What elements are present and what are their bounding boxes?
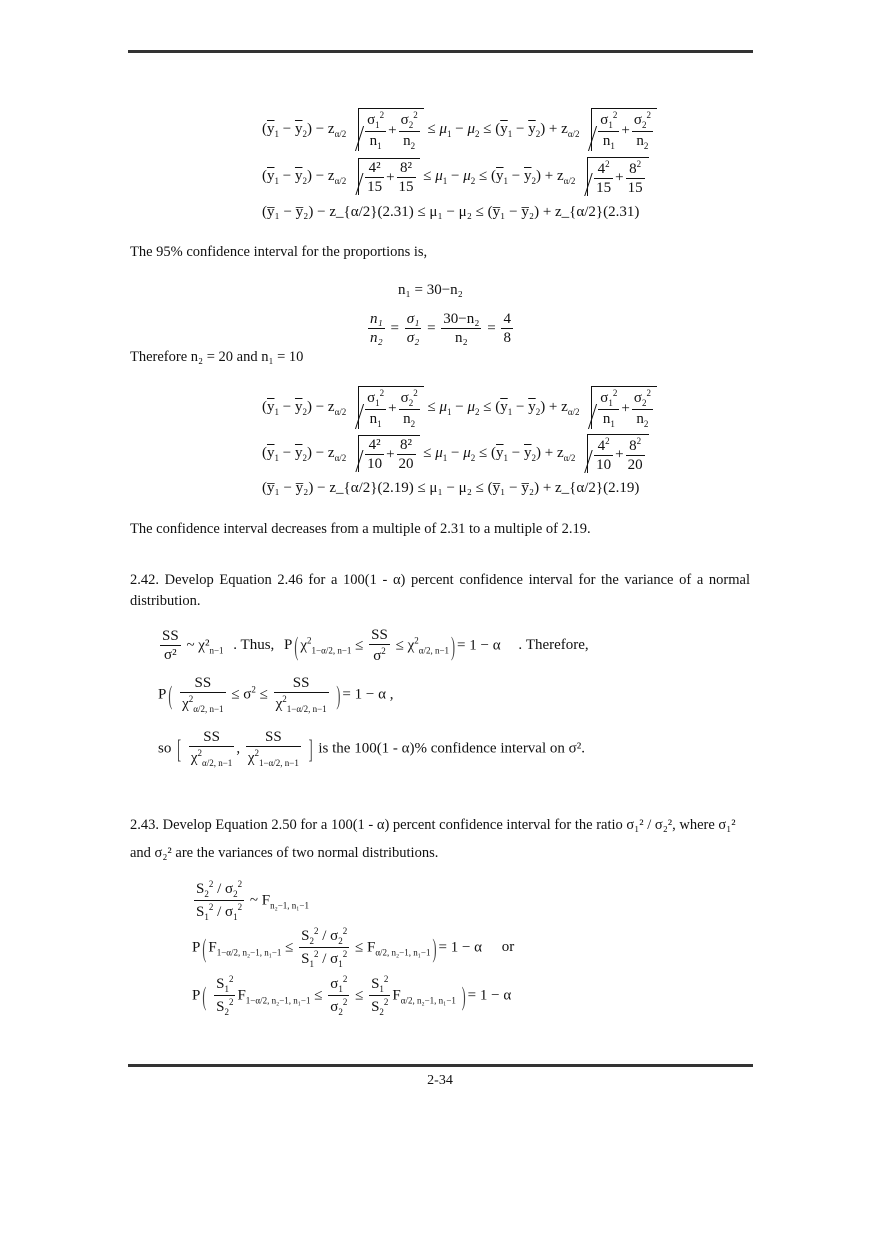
paragraph-conclusion: The confidence interval decreases from a multiple of 2.31 to a multiple of 2.19. <box>130 521 591 537</box>
equation-ratio: $\frac{\text{n₁}}{\text{n₂}}$ = $\frac{\text{σ₁}}{\text{σ₂}}$ = $\frac{\text{30−n₂}}{\text{n₂}}$ = $\frac{4}{8}$ <box>370 311 511 346</box>
header-rule <box>128 50 753 53</box>
equation-f-prob-2: P ( $\frac{S_1^2}{S_2^2}$ $F_{1-\alpha/2, n_2-1, n_1-1}$ ≤ $\frac{\sigma_1^2}{\sigma_2^2}$ ≤ $\frac{S_1^2}{S_2^2}$ $F_{\alpha/2, n_2-1, n_1-1}$ ) = 1 − α <box>192 974 512 1017</box>
equation-chi-square-dist: $\frac{SS}{\text{σ²}}$ ~ $\chi^2_{n-1}$ . Thus, P ( $\chi^2_{1-\alpha/2, n-1}$ ≤ $\frac{SS}{\sigma^2}$ ≤ $\chi^2_{\alpha/2, n-1}$ ) = 1 − α . Therefore, <box>162 627 589 664</box>
problem-2-43-heading-b: and σ₂² are the variances of two normal distributions. <box>130 845 439 861</box>
paragraph-95-ci: The 95% confidence interval for the proportions is, <box>130 244 428 260</box>
equation-ci-numeric-1: $(\overline{y}_1 - \overline{y}_2) - z_{\alpha/2}$ $\frac{\text{4²}}{15}$ + $\frac{\text{8²}}{15}$ ≤ $\mu_1 - \mu_2 \le (\overline{y}_1 - \overline{y}_2) + z_{\alpha/2}$ $\frac{4^2}{15}$ + $\frac{8^2}{15}$ <box>262 157 649 196</box>
equation-n1: n₁ = 30−n₂ <box>398 282 463 298</box>
page-number: 2-34 <box>427 1073 453 1088</box>
equation-ci-general-2: $(\overline{y}_1 - \overline{y}_2) - z_{\alpha/2}$ $\frac{\sigma_1^2}{n_1}$ + $\frac{\sigma_2^2}{n_2}$ ≤ $\mu_1 - \mu_2 \le (\overline{y}_1 - \overline{y}_2) + z_{\alpha/2}$ $\frac{\sigma_1^2}{n_1}$ + $\frac{\sigma_2^2}{n_2}$ <box>262 386 657 429</box>
equation-ci-result-1: (y̅₁ − y̅₂) − z_{α/2}(2.31) ≤ μ₁ − μ₂ ≤ (y̅₁ − y̅₂) + z_{α/2}(2.31) <box>262 204 640 220</box>
equation-ci-general-1: $(\overline{y}_1 - \overline{y}_2) - z_{\alpha/2}$ $\frac{\sigma_1^2}{n_1}$ + $\frac{\sigma_2^2}{n_2}$ ≤ $\mu_1 - \mu_2 \le (\overline{y}_1 - \overline{y}_2) + z_{\alpha/2}$ $\frac{\sigma_1^2}{n_1}$ + $\frac{\sigma_2^2}{n_2}$ <box>262 108 657 151</box>
problem-2-42-heading: 2.42. Develop Equation 2.46 for a 100(1 - α) percent confidence interval for the variance of a normal distribution. <box>130 572 750 610</box>
equation-chi-square-prob: P ( $\frac{SS}{\chi^2_{\alpha/2, n-1}}$ ≤ $\sigma^2$ ≤ $\frac{SS}{\chi^2_{1-\alpha/2, n-1}}$ ) = 1 − α , <box>158 675 394 714</box>
equation-ci-result-2: (y̅₁ − y̅₂) − z_{α/2}(2.19) ≤ μ₁ − μ₂ ≤ (y̅₁ − y̅₂) + z_{α/2}(2.19) <box>262 480 640 496</box>
footer-rule <box>128 1064 753 1067</box>
problem-2-43-heading-a: 2.43. Develop Equation 2.50 for a 100(1 - α) percent confidence interval for the ratio σ₁² / σ₂², where σ₁² <box>130 817 736 833</box>
equation-variance-ci: so [ $\frac{SS}{\chi^2_{\alpha/2, n-1}}$ , $\frac{SS}{\chi^2_{1-\alpha/2, n-1}}$ ] is the 100(1 - α)% confidence interval on σ². <box>158 729 585 768</box>
paragraph-therefore: Therefore n₂ = 20 and n₁ = 10 <box>130 349 304 365</box>
equation-f-dist: $\frac{S_2^2 / \sigma_2^2}{S_1^2 / \sigma_1^2}$ ~ $F_{n_2-1, n_1-1}$ <box>196 879 310 922</box>
equation-f-prob-1: P ( $F_{1-\alpha/2, n_2-1, n_1-1}$ ≤ $\frac{S_2^2 / \sigma_2^2}{S_1^2 / \sigma_1^2}$ ≤ $F_{\alpha/2, n_2-1, n_1-1}$ ) = 1 − α or <box>192 926 515 969</box>
equation-ci-numeric-2: $(\overline{y}_1 - \overline{y}_2) - z_{\alpha/2}$ $\frac{\text{4²}}{10}$ + $\frac{\text{8²}}{20}$ ≤ $\mu_1 - \mu_2 \le (\overline{y}_1 - \overline{y}_2) + z_{\alpha/2}$ $\frac{4^2}{10}$ + $\frac{8^2}{20}$ <box>262 434 649 473</box>
